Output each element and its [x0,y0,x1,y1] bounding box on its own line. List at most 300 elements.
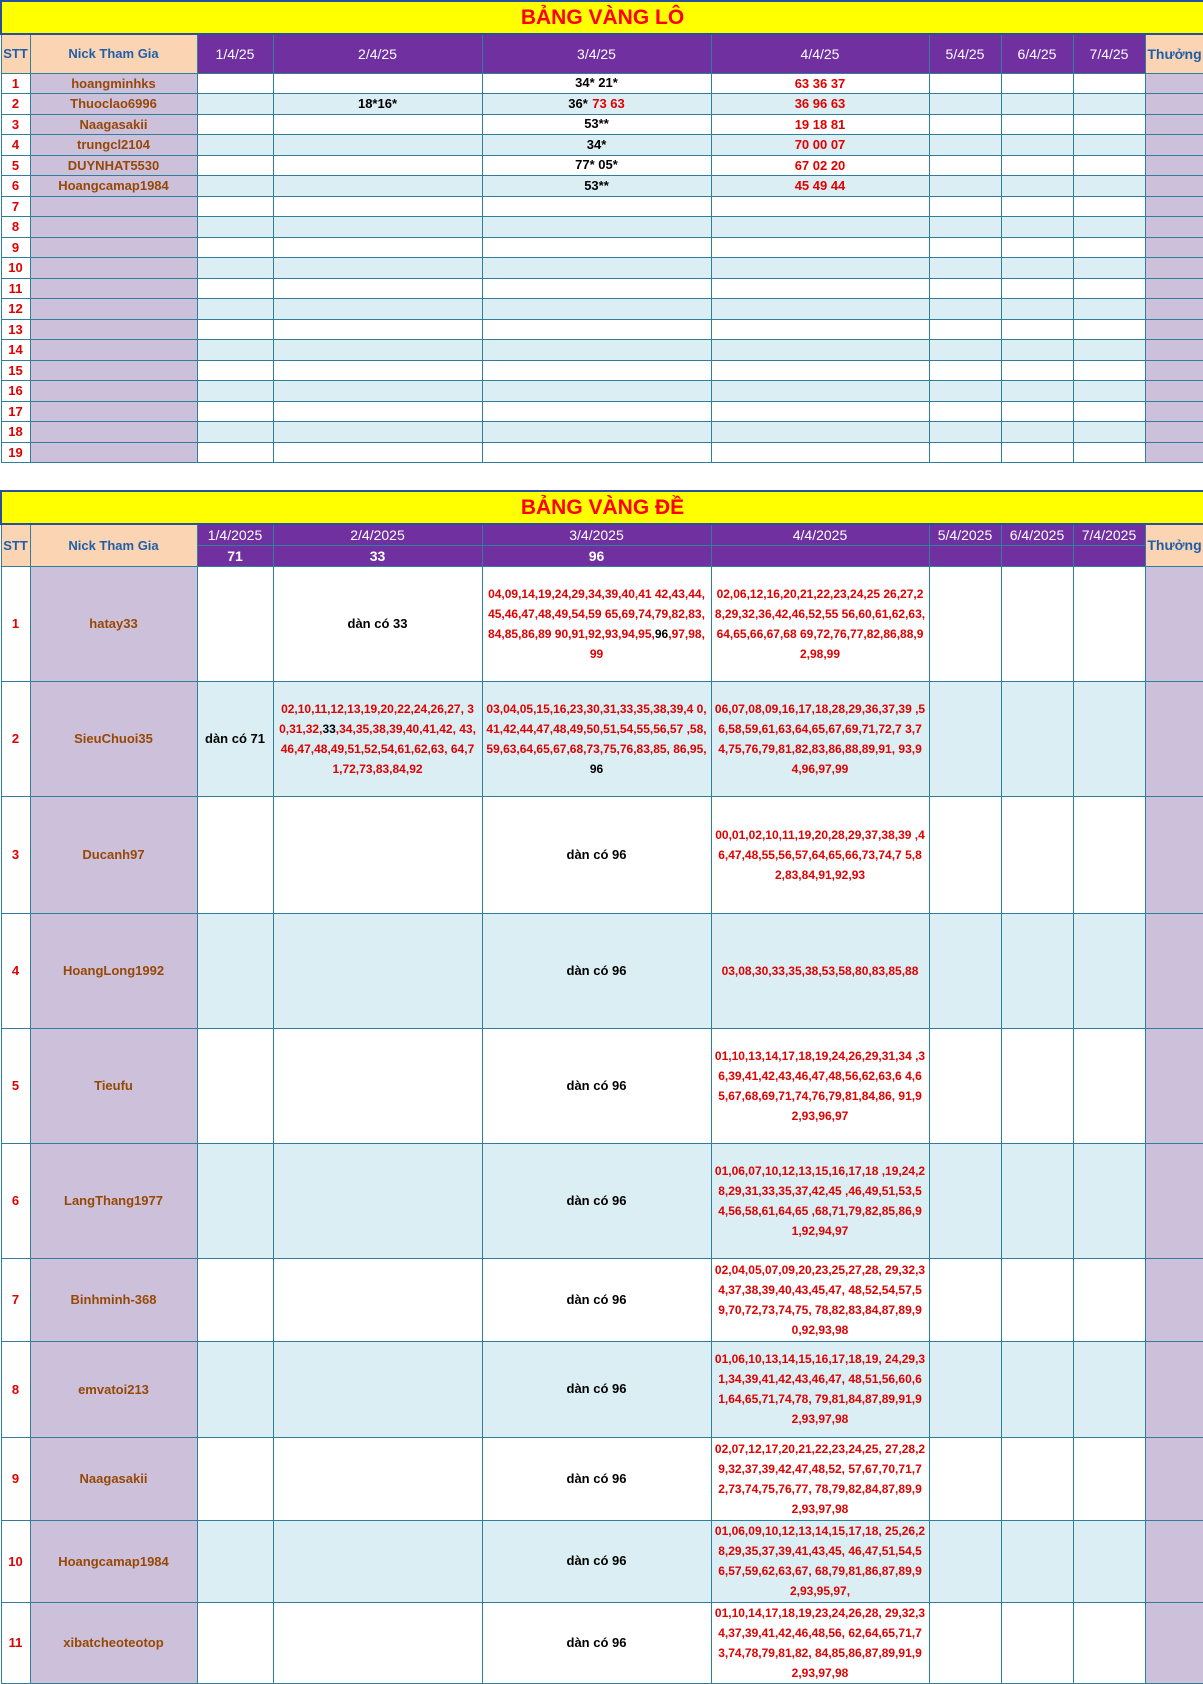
de-table-row [1,1143,1203,1258]
de-cell-date-3-note: dàn có 96 [566,1192,627,1208]
de-cell-date-6 [1001,1520,1073,1602]
lo-cell-date-2 [273,442,482,462]
de-cell-date-3 [482,796,711,913]
lo-cell-date-1 [197,319,273,339]
lo-cell-date-2 [273,114,482,134]
bang-vang-de-table [0,490,1203,1684]
lo-cell-date-6 [1001,401,1073,421]
lo-cell-date-6 [1001,298,1073,319]
de-cell-date-4-list: 01,06,07,10,12,13,15,16,17,18 ,19,24,28,29,31,33,35,37,42,45 ,46,49,51,53,54,56,58,61,64,65 ,68,71,79,82,85,86,91,92,94,97 [714,1163,926,1238]
lo-cell-date-7 [1073,421,1145,442]
de-row-stt: 10 [1,1520,30,1602]
lo-cell-date-4: 70 00 07 [711,134,929,155]
lo-cell-date-5 [929,93,1001,114]
de-cell-date-3-note: dàn có 96 [566,1381,627,1396]
de-row-nick: Naagasakii [30,1437,197,1520]
lo-cell-date-4: 19 18 81 [711,114,929,134]
lo-cell-date-1 [197,216,273,237]
lo-row-stt: 2 [1,93,30,114]
lo-header-date-2: 2/4/25 [273,34,482,73]
de-cell-date-4-list: 02,04,05,07,09,20,23,25,27,28, 29,32,34,37,38,39,40,43,45,47, 48,52,54,57,59,70,72,73,74,75, 78,82,83,84,87,89,90,92,93,98 [714,1262,926,1337]
de-cell-date-4 [711,1258,929,1341]
lo-cell-thuong [1145,339,1203,360]
de-cell-thuong [1145,1028,1203,1143]
lo-cell-date-3-extra: 73 63 [592,95,625,111]
de-cell-date-7 [1073,1520,1145,1602]
de-title: BẢNG VÀNG ĐỀ [1,491,1203,524]
lo-cell-date-7 [1073,216,1145,237]
de-row-nick: xibatcheoteotop [30,1602,197,1683]
lo-cell-thuong [1145,257,1203,278]
lo-row-stt: 5 [1,155,30,175]
de-header-nick: Nick Tham Gia [30,524,197,566]
lo-cell-date-1 [197,175,273,196]
de-row-nick: LangThang1977 [30,1143,197,1258]
lo-cell-date-4 [711,278,929,298]
lo-cell-thuong [1145,401,1203,421]
de-row-nick: Ducanh97 [30,796,197,913]
lo-row-stt: 14 [1,339,30,360]
lo-cell-thuong [1145,360,1203,380]
lo-cell-date-5 [929,134,1001,155]
lo-cell-date-2 [273,216,482,237]
lo-cell-date-3 [482,278,711,298]
de-cell-thuong [1145,1520,1203,1602]
lo-row-stt: 7 [1,196,30,216]
lo-cell-date-5 [929,421,1001,442]
lo-row-nick: Thuoclao6996 [30,93,197,114]
lo-cell-date-6 [1001,360,1073,380]
de-cell-date-1 [197,913,273,1028]
de-cell-date-2 [273,1258,482,1341]
de-cell-date-3-note: dàn có 96 [566,1634,627,1650]
de-result-1: 71 [197,545,273,566]
lo-row-stt: 3 [1,114,30,134]
lo-cell-date-3 [482,298,711,319]
lo-title: BẢNG VÀNG LÔ [1,1,1203,34]
de-cell-date-3 [482,1341,711,1437]
lo-cell-date-4: 67 02 20 [711,155,929,175]
de-cell-date-4-list: 06,07,08,09,16,17,18,28,29,36,37,39 ,56,58,59,61,63,64,65,67,69,71,72,7 3,74,75,76,79,81,82,83,86,88,89,91, 93,94,96,97,99 [714,701,926,776]
lo-cell-date-1 [197,401,273,421]
de-cell-date-3-note: dàn có 96 [566,1553,627,1568]
lo-cell-date-4: 45 49 44 [711,175,929,196]
lo-header-date-5: 5/4/25 [929,34,1001,73]
de-cell-date-4 [711,566,929,681]
lo-cell-date-1 [197,73,273,93]
lo-header-date-4: 4/4/25 [711,34,929,73]
lo-cell-date-2 [273,319,482,339]
de-cell-date-3-list-hit: 96 [654,626,669,641]
de-header-date-3: 3/4/2025 [482,524,711,545]
lo-row-nick [30,380,197,401]
de-row-nick: SieuChuoi35 [30,681,197,796]
de-row-stt: 8 [1,1341,30,1437]
de-cell-date-6 [1001,1143,1073,1258]
de-cell-thuong [1145,1602,1203,1683]
de-cell-date-1 [197,1341,273,1437]
lo-row-nick [30,360,197,380]
de-cell-date-3 [482,1028,711,1143]
lo-cell-date-7 [1073,155,1145,175]
lo-table-row [1,73,1203,93]
lo-header-date-1: 1/4/25 [197,34,273,73]
de-row-stt: 3 [1,796,30,913]
lo-row-stt: 18 [1,421,30,442]
de-cell-date-7 [1073,1028,1145,1143]
lo-cell-date-6 [1001,114,1073,134]
de-header-stt: STT [1,524,30,566]
lo-cell-date-2 [273,380,482,401]
de-cell-date-3-list-hit: 96 [589,761,604,776]
de-cell-date-3 [482,566,711,681]
lo-row-stt: 15 [1,360,30,380]
de-cell-date-3-list [483,699,711,779]
de-result-6 [1001,545,1073,566]
lo-cell-date-1 [197,237,273,257]
lo-table-row [1,380,1203,401]
de-cell-date-2 [273,1602,482,1683]
de-row-nick: hatay33 [30,566,197,681]
lo-cell-date-2 [273,401,482,421]
lo-cell-date-6 [1001,278,1073,298]
lo-cell-date-1 [197,298,273,319]
lo-cell-date-2 [273,339,482,360]
de-table-row [1,913,1203,1028]
de-cell-thuong [1145,1258,1203,1341]
lo-row-nick: trungcl2104 [30,134,197,155]
de-cell-date-5 [929,1028,1001,1143]
de-cell-thuong [1145,566,1203,681]
de-cell-date-4 [711,1143,929,1258]
lo-header-thuong: Thưởng [1145,34,1203,73]
de-cell-date-3-list [483,584,711,664]
lo-cell-thuong [1145,298,1203,319]
lo-cell-date-5 [929,319,1001,339]
lo-table-row [1,360,1203,380]
lo-cell-date-1 [197,134,273,155]
lo-cell-date-5 [929,196,1001,216]
lo-table-row [1,155,1203,175]
lo-cell-date-1 [197,114,273,134]
de-cell-date-4-list: 02,06,12,16,20,21,22,23,24,25 26,27,28,29,32,36,42,46,52,55 56,60,61,62,63,64,65,66,67,68 69,72,76,77,82,86,88,92,98,99 [714,586,926,661]
de-row-stt: 1 [1,566,30,681]
de-cell-date-1 [197,1258,273,1341]
lo-row-stt: 13 [1,319,30,339]
lo-cell-thuong [1145,278,1203,298]
de-cell-date-6 [1001,913,1073,1028]
lo-cell-date-3 [482,339,711,360]
lo-cell-date-6 [1001,73,1073,93]
lo-cell-thuong [1145,134,1203,155]
lo-row-nick [30,237,197,257]
lo-cell-date-6 [1001,175,1073,196]
lo-row-nick: DUYNHAT5530 [30,155,197,175]
lo-cell-date-7 [1073,257,1145,278]
lo-row-nick [30,442,197,462]
lo-row-stt: 9 [1,237,30,257]
lo-cell-date-5 [929,114,1001,134]
lo-cell-date-6 [1001,319,1073,339]
lo-cell-date-3-hit: 34* [586,136,607,152]
de-cell-date-2 [273,1028,482,1143]
lo-cell-date-4 [711,216,929,237]
lo-cell-thuong [1145,216,1203,237]
lo-cell-date-1 [197,442,273,462]
lo-cell-date-3 [482,360,711,380]
lo-table-row [1,442,1203,462]
de-table-row [1,1520,1203,1602]
lo-cell-date-3 [482,73,711,93]
de-cell-date-1 [197,1028,273,1143]
de-cell-date-4 [711,681,929,796]
de-result-4 [711,545,929,566]
lo-cell-date-1 [197,278,273,298]
lo-row-nick [30,319,197,339]
lo-row-stt: 4 [1,134,30,155]
lo-cell-date-5 [929,216,1001,237]
lo-cell-date-1 [197,257,273,278]
lo-table-row [1,339,1203,360]
lo-cell-date-4 [711,360,929,380]
lo-cell-date-5 [929,442,1001,462]
lo-cell-date-2 [273,360,482,380]
lo-cell-date-7 [1073,360,1145,380]
lo-cell-date-4: 36 96 63 [711,93,929,114]
de-cell-date-6 [1001,1028,1073,1143]
de-row-stt: 11 [1,1602,30,1683]
de-cell-date-4-list: 00,01,02,10,11,19,20,28,29,37,38,39 ,46,47,48,55,56,57,64,65,66,73,74,7 5,82,83,84,91,92,93 [715,827,925,882]
de-cell-date-7 [1073,1602,1145,1683]
lo-cell-date-5 [929,380,1001,401]
de-header-date-2: 2/4/2025 [273,524,482,545]
de-cell-date-5 [929,796,1001,913]
de-table-row [1,796,1203,913]
lo-cell-date-5 [929,73,1001,93]
de-cell-date-1 [197,1437,273,1520]
lo-cell-date-7 [1073,319,1145,339]
lo-cell-date-7 [1073,73,1145,93]
lo-cell-date-5 [929,339,1001,360]
lo-table-row [1,175,1203,196]
de-cell-date-7 [1073,1143,1145,1258]
lo-cell-date-3-hit: 77* 05* [575,157,618,172]
lo-cell-date-7 [1073,278,1145,298]
de-cell-thuong [1145,1143,1203,1258]
lo-header-date-6: 6/4/25 [1001,34,1073,73]
lo-cell-date-3 [482,401,711,421]
lo-cell-thuong [1145,155,1203,175]
bang-vang-lo-table [0,0,1203,463]
lo-table-row [1,298,1203,319]
lo-cell-date-6 [1001,442,1073,462]
lo-cell-date-5 [929,155,1001,175]
lo-cell-date-2 [273,196,482,216]
lo-cell-date-7 [1073,93,1145,114]
de-cell-date-1 [197,1520,273,1602]
de-cell-date-5 [929,1143,1001,1258]
de-cell-date-4-list: 01,10,14,17,18,19,23,24,26,28, 29,32,34,37,39,41,42,46,48,56, 62,64,65,71,73,74,78,79,81,82, 84,85,86,87,89,91,92,93,97,98 [714,1605,926,1680]
lo-cell-date-6 [1001,237,1073,257]
lo-cell-date-3 [482,237,711,257]
de-row-stt: 9 [1,1437,30,1520]
lo-row-nick [30,257,197,278]
de-row-nick: Hoangcamap1984 [30,1520,197,1602]
de-cell-date-4 [711,1520,929,1602]
de-cell-date-2 [273,566,482,681]
lo-cell-thuong [1145,380,1203,401]
de-cell-date-3 [482,681,711,796]
de-cell-date-3-list-a: 04,09,14,19,24,29,34,39,40,41 42,43,44,45,46,47,48,49,54,59 65,69,74,79,82,83,84,85,86,89 90,91,92,93,94,95, [488,586,705,641]
lo-row-stt: 19 [1,442,30,462]
de-cell-date-3 [482,1437,711,1520]
lo-table-row [1,278,1203,298]
de-cell-date-4 [711,913,929,1028]
de-cell-thuong [1145,681,1203,796]
de-cell-date-5 [929,1437,1001,1520]
de-cell-date-2-note: dàn có 33 [347,615,408,631]
lo-row-nick [30,216,197,237]
de-cell-date-3-note: dàn có 96 [566,1470,627,1486]
lo-cell-date-7 [1073,401,1145,421]
lo-cell-date-3 [482,380,711,401]
lo-cell-date-4 [711,339,929,360]
lo-cell-date-3-hit: 34* 21* [575,75,618,90]
lo-cell-date-7 [1073,175,1145,196]
lo-cell-date-5 [929,401,1001,421]
de-cell-date-3-list-b: ,97,98,99 [589,626,705,661]
de-cell-date-1 [197,1143,273,1258]
de-header-date-4: 4/4/2025 [711,524,929,545]
lo-cell-date-4: 63 36 37 [711,73,929,93]
lo-cell-date-7 [1073,134,1145,155]
lo-cell-thuong [1145,442,1203,462]
lo-row-stt: 10 [1,257,30,278]
de-cell-date-7 [1073,1437,1145,1520]
lo-cell-date-3-hit: 53** [584,116,609,131]
de-cell-date-3-note: dàn có 96 [566,1291,627,1307]
de-cell-date-5 [929,1602,1001,1683]
lo-header-stt: STT [1,34,30,73]
de-cell-thuong [1145,913,1203,1028]
de-result-7 [1073,545,1145,566]
de-cell-date-2 [273,796,482,913]
lo-cell-date-6 [1001,421,1073,442]
lo-cell-date-7 [1073,442,1145,462]
lo-row-stt: 16 [1,380,30,401]
lo-cell-date-6 [1001,93,1073,114]
lo-header-date-7: 7/4/25 [1073,34,1145,73]
lo-cell-date-5 [929,360,1001,380]
de-cell-date-2 [273,913,482,1028]
lo-cell-date-3 [482,442,711,462]
de-table-row [1,1258,1203,1341]
de-cell-date-2-list-b: ,34,35,38,39,40,41,42, 43,46,47,48,49,51,52,54,61,62,63, 64,71,72,73,83,84,92 [280,721,476,776]
de-cell-date-3 [482,1258,711,1341]
de-table-row [1,1341,1203,1437]
lo-cell-date-4 [711,380,929,401]
lo-cell-date-1 [197,421,273,442]
lo-cell-thuong [1145,93,1203,114]
de-cell-date-4-list: 03,08,30,33,35,38,53,58,80,83,85,88 [721,963,919,978]
de-cell-date-5 [929,566,1001,681]
lo-row-stt: 8 [1,216,30,237]
de-row-nick: Binhminh-368 [30,1258,197,1341]
lo-row-stt: 6 [1,175,30,196]
de-cell-date-6 [1001,566,1073,681]
lo-cell-date-6 [1001,380,1073,401]
de-cell-date-7 [1073,566,1145,681]
lo-cell-date-1 [197,360,273,380]
lo-cell-date-4 [711,257,929,278]
lo-cell-date-6 [1001,216,1073,237]
lo-cell-date-1 [197,196,273,216]
de-cell-date-2 [273,681,482,796]
lo-row-nick: hoangminhks [30,73,197,93]
lo-cell-date-1 [197,155,273,175]
lo-table-row [1,216,1203,237]
lo-row-nick [30,339,197,360]
lo-cell-thuong [1145,237,1203,257]
lo-cell-date-7 [1073,380,1145,401]
de-row-nick: HoangLong1992 [30,913,197,1028]
lo-cell-date-7 [1073,237,1145,257]
lo-cell-date-4 [711,319,929,339]
lo-cell-date-7 [1073,196,1145,216]
lo-cell-date-3-hit: 53** [584,177,609,193]
lo-cell-date-1 [197,380,273,401]
lo-cell-date-7 [1073,339,1145,360]
lo-table-row [1,196,1203,216]
lo-table-row [1,319,1203,339]
lo-row-stt: 17 [1,401,30,421]
de-header-date-6: 6/4/2025 [1001,524,1073,545]
lo-cell-date-2 [273,175,482,196]
de-row-stt: 4 [1,913,30,1028]
lo-cell-date-6 [1001,134,1073,155]
lo-cell-date-5 [929,237,1001,257]
de-cell-date-2-list [274,699,482,779]
de-cell-date-1 [197,566,273,681]
lo-cell-date-2 [273,237,482,257]
de-cell-date-7 [1073,681,1145,796]
lo-cell-date-7 [1073,114,1145,134]
de-result-2: 33 [273,545,482,566]
de-cell-date-4-list: 01,06,10,13,14,15,16,17,18,19, 24,29,31,34,39,41,42,43,46,47, 48,51,56,60,61,64,65,71,74,78, 79,81,84,87,89,91,92,93,97,98 [714,1352,926,1426]
lo-cell-date-3 [482,134,711,155]
de-table-row [1,681,1203,796]
lo-cell-thuong [1145,196,1203,216]
de-cell-date-3 [482,1520,711,1602]
de-header-date-7: 7/4/2025 [1073,524,1145,545]
de-cell-date-5 [929,1341,1001,1437]
lo-cell-thuong [1145,319,1203,339]
lo-cell-date-4 [711,298,929,319]
lo-cell-date-5 [929,257,1001,278]
de-cell-date-3-note: dàn có 96 [566,846,627,862]
lo-row-nick [30,401,197,421]
lo-cell-date-1 [197,339,273,360]
de-cell-date-4 [711,1341,929,1437]
de-table-row [1,1028,1203,1143]
de-cell-date-7 [1073,1341,1145,1437]
lo-cell-date-3 [482,421,711,442]
de-cell-date-6 [1001,1437,1073,1520]
de-cell-date-2-list-hit: 33 [322,721,336,736]
de-row-stt: 2 [1,681,30,796]
lo-row-nick [30,298,197,319]
lo-table-row [1,237,1203,257]
